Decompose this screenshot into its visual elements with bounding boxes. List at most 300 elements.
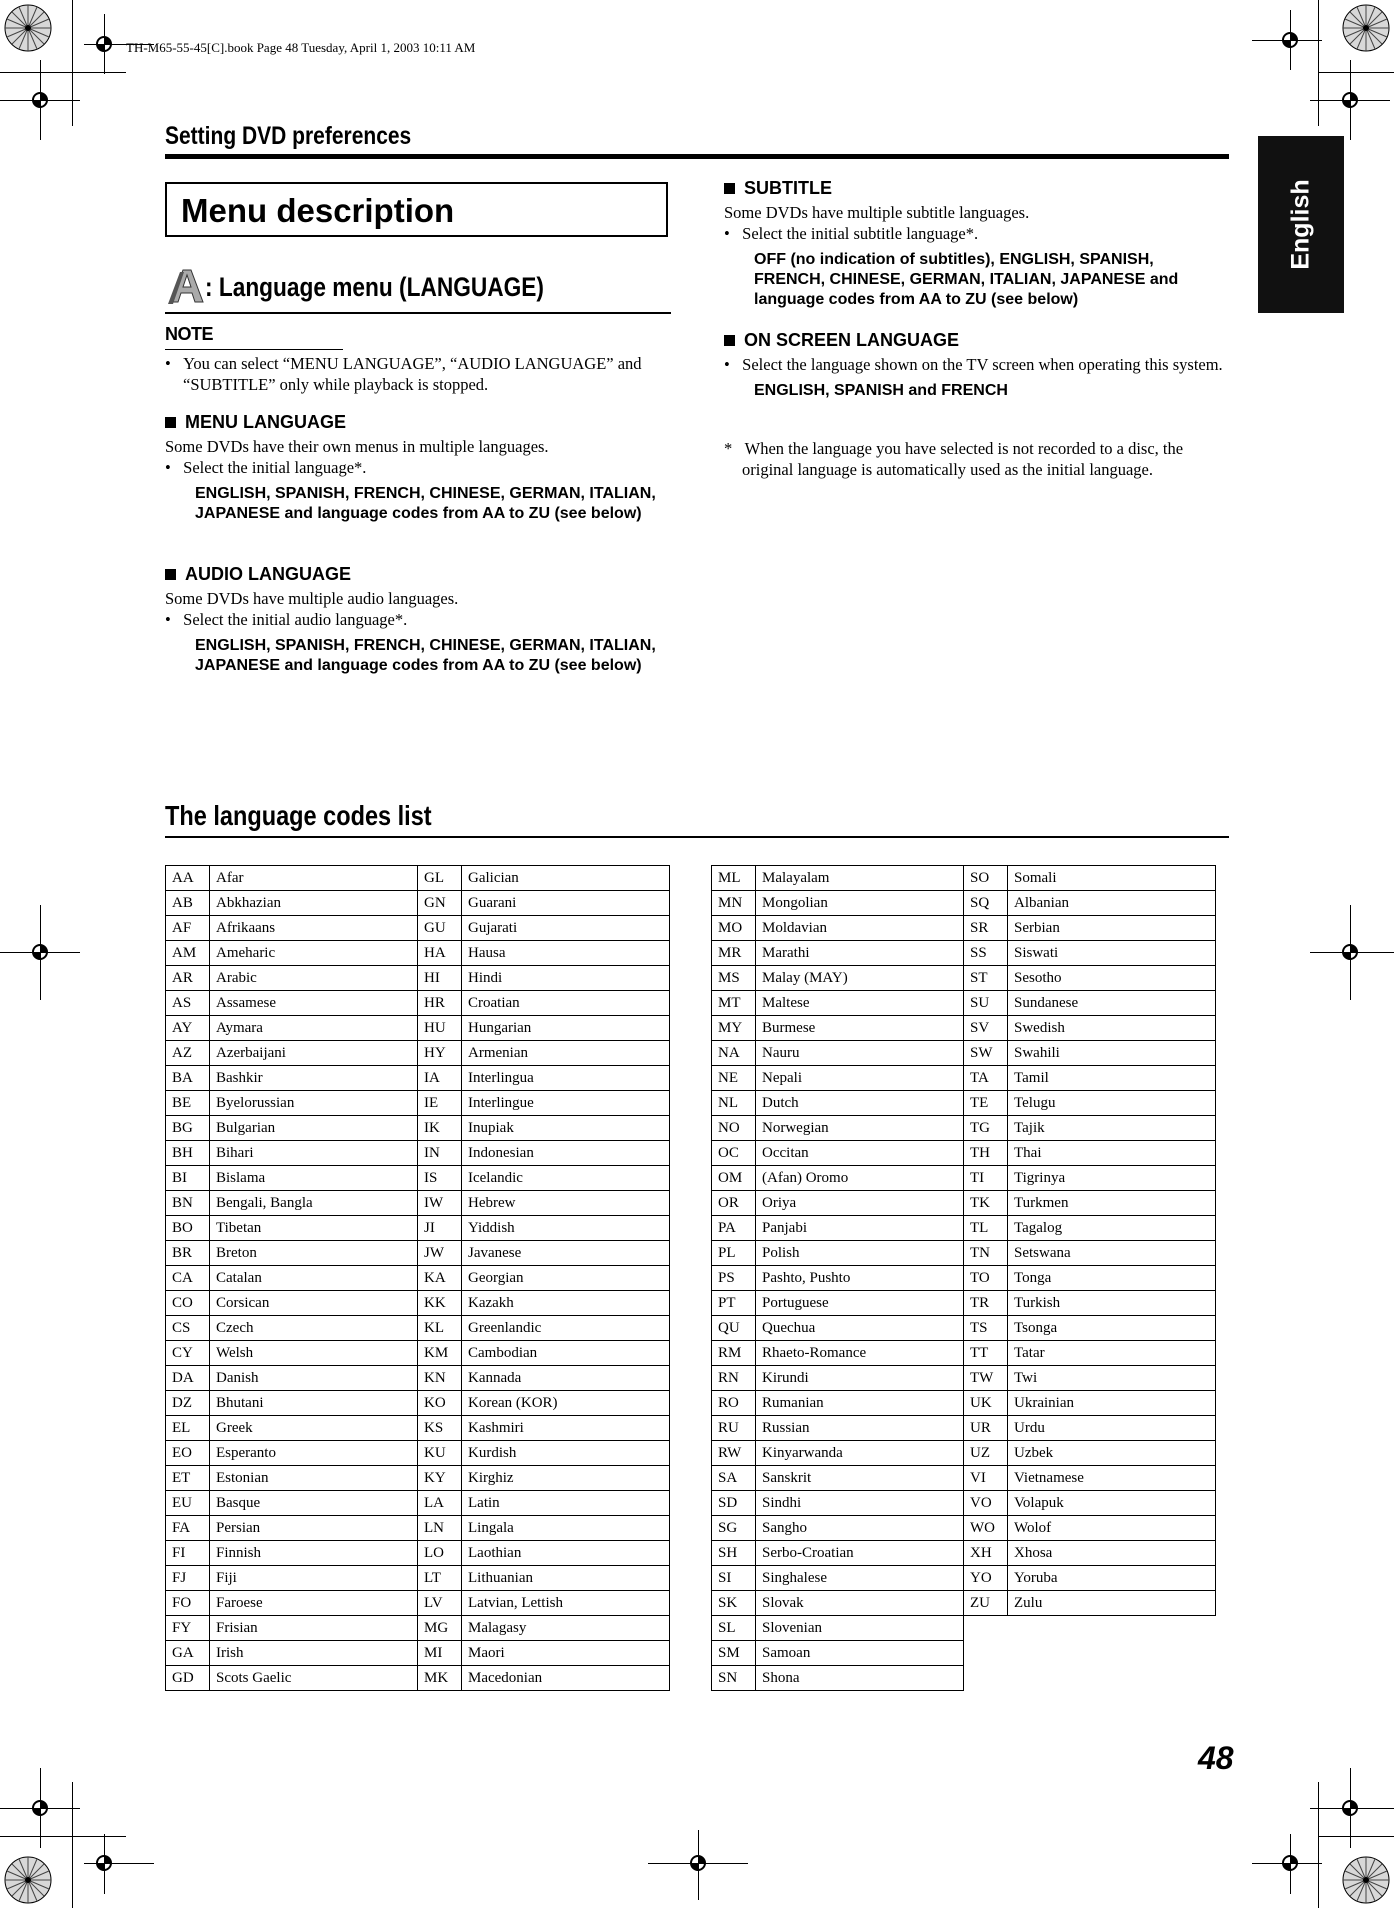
language-code-cell: IA xyxy=(418,1066,462,1091)
table-row xyxy=(712,1091,1216,1116)
language-code-cell: MK xyxy=(418,1666,462,1691)
language-code-cell: SI xyxy=(712,1566,756,1591)
language-name-cell: Ameharic xyxy=(210,941,418,966)
menu-language-desc: Some DVDs have their own menus in multiple languages. xyxy=(165,437,549,456)
table-row xyxy=(166,1641,670,1666)
language-name-cell: Galician xyxy=(462,866,670,891)
language-name-cell: Urdu xyxy=(1008,1416,1216,1441)
language-name-cell: Corsican xyxy=(210,1291,418,1316)
language-name-cell: Yoruba xyxy=(1008,1566,1216,1591)
language-code-cell: BO xyxy=(166,1216,210,1241)
language-code-cell: AR xyxy=(166,966,210,991)
table-row xyxy=(166,1441,670,1466)
language-code-cell: MT xyxy=(712,991,756,1016)
language-code-cell: KL xyxy=(418,1316,462,1341)
table-row xyxy=(712,1341,1216,1366)
page-number: 48 xyxy=(1198,1740,1234,1776)
language-name-cell: Armenian xyxy=(462,1041,670,1066)
language-name-cell: Kashmiri xyxy=(462,1416,670,1441)
on-screen-language-bullet-text: Select the language shown on the TV screen when operating this system. xyxy=(742,355,1223,374)
language-code-cell: GN xyxy=(418,891,462,916)
language-name-cell: Maori xyxy=(462,1641,670,1666)
registration-mark-icon xyxy=(29,941,51,963)
subtitle-desc: Some DVDs have multiple subtitle languages. xyxy=(724,203,1030,222)
language-code-cell: UR xyxy=(964,1416,1008,1441)
table-row xyxy=(166,1066,670,1091)
language-name-cell: Catalan xyxy=(210,1266,418,1291)
audio-language-desc: Some DVDs have multiple audio languages. xyxy=(165,589,459,608)
table-row xyxy=(166,1466,670,1491)
table-row xyxy=(712,1166,1216,1191)
table-row xyxy=(166,1141,670,1166)
language-code-cell: HR xyxy=(418,991,462,1016)
on-screen-language-section xyxy=(724,330,1224,401)
footnote: * When the language you have selected is not recorded to a disc, the original language is automatically used as the initial language. xyxy=(724,439,1184,479)
language-name-cell: Setswana xyxy=(1008,1241,1216,1266)
table-row xyxy=(166,941,670,966)
language-code-cell: FI xyxy=(166,1541,210,1566)
language-name-cell: Greek xyxy=(210,1416,418,1441)
language-name-cell: Singhalese xyxy=(756,1566,964,1591)
language-code-cell: AF xyxy=(166,916,210,941)
language-name-cell: Sesotho xyxy=(1008,966,1216,991)
language-code-cell: JW xyxy=(418,1241,462,1266)
language-code-cell: RN xyxy=(712,1366,756,1391)
registration-mark-icon xyxy=(1339,1797,1361,1819)
on-screen-language-options: ENGLISH, SPANISH and FRENCH xyxy=(754,382,1008,399)
language-code-cell: RU xyxy=(712,1416,756,1441)
language-code-cell: LO xyxy=(418,1541,462,1566)
table-row xyxy=(166,1416,670,1441)
table-row xyxy=(166,1291,670,1316)
language-code-cell: BH xyxy=(166,1141,210,1166)
language-menu-heading xyxy=(165,266,671,314)
language-name-cell: Gujarati xyxy=(462,916,670,941)
language-code-cell: NL xyxy=(712,1091,756,1116)
language-name-cell: Laothian xyxy=(462,1541,670,1566)
language-name-cell: Kinyarwanda xyxy=(756,1441,964,1466)
table-row xyxy=(712,1216,1216,1241)
registration-mark-icon xyxy=(1339,89,1361,111)
language-name-cell: Latvian, Lettish xyxy=(462,1591,670,1616)
codes-list-title: The language codes list xyxy=(165,800,432,831)
language-code-cell: SL xyxy=(712,1616,756,1641)
language-code-cell: KN xyxy=(418,1366,462,1391)
language-code-cell: PT xyxy=(712,1291,756,1316)
color-rosette-icon xyxy=(3,3,53,53)
language-code-cell: BG xyxy=(166,1116,210,1141)
language-code-cell: YO xyxy=(964,1566,1008,1591)
language-code-cell: TI xyxy=(964,1166,1008,1191)
language-code-cell: IE xyxy=(418,1091,462,1116)
language-side-tab-label: English xyxy=(1286,179,1315,270)
language-code-cell: SW xyxy=(964,1041,1008,1066)
table-row xyxy=(166,1341,670,1366)
language-name-cell: Malagasy xyxy=(462,1616,670,1641)
table-row xyxy=(166,891,670,916)
language-name-cell: Polish xyxy=(756,1241,964,1266)
language-code-cell: TW xyxy=(964,1366,1008,1391)
language-code-cell: MS xyxy=(712,966,756,991)
language-code-cell: ET xyxy=(166,1466,210,1491)
table-row xyxy=(166,1316,670,1341)
language-name-cell: Swedish xyxy=(1008,1016,1216,1041)
language-name-cell: Portuguese xyxy=(756,1291,964,1316)
language-code-cell: SV xyxy=(964,1016,1008,1041)
table-row xyxy=(166,916,670,941)
language-name-cell: Icelandic xyxy=(462,1166,670,1191)
registration-mark-icon xyxy=(93,1852,115,1874)
table-row xyxy=(712,1066,1216,1091)
language-code-cell: XH xyxy=(964,1541,1008,1566)
table-row xyxy=(712,1466,1216,1491)
language-code-cell: MG xyxy=(418,1616,462,1641)
table-row xyxy=(712,1591,1216,1616)
language-name-cell: Bislama xyxy=(210,1166,418,1191)
language-name-cell: Greenlandic xyxy=(462,1316,670,1341)
language-code-cell: FA xyxy=(166,1516,210,1541)
language-name-cell: Estonian xyxy=(210,1466,418,1491)
language-codes-table-left xyxy=(165,865,670,1691)
table-row xyxy=(166,1266,670,1291)
language-code-cell: AM xyxy=(166,941,210,966)
language-name-cell: Azerbaijani xyxy=(210,1041,418,1066)
language-code-cell: LV xyxy=(418,1591,462,1616)
language-name-cell: Rumanian xyxy=(756,1391,964,1416)
language-code-cell: SD xyxy=(712,1491,756,1516)
language-name-cell: Swahili xyxy=(1008,1041,1216,1066)
language-name-cell: Dutch xyxy=(756,1091,964,1116)
language-name-cell: Samoan xyxy=(756,1641,964,1666)
language-name-cell: Bhutani xyxy=(210,1391,418,1416)
language-name-cell: Tajik xyxy=(1008,1116,1216,1141)
language-name-cell: Hindi xyxy=(462,966,670,991)
subtitle-bullet: • Select the initial subtitle language*. xyxy=(724,224,979,243)
note-text: • You can select “MENU LANGUAGE”, “AUDIO LANGUAGE” and “SUBTITLE” only while playback is stopped. xyxy=(165,354,642,394)
language-code-cell: LN xyxy=(418,1516,462,1541)
language-code-cell: TA xyxy=(964,1066,1008,1091)
language-side-tab xyxy=(1258,136,1344,313)
audio-language-heading-text: AUDIO LANGUAGE xyxy=(185,564,351,584)
language-code-cell: AY xyxy=(166,1016,210,1041)
language-code-cell: BA xyxy=(166,1066,210,1091)
language-code-cell: PL xyxy=(712,1241,756,1266)
language-name-cell: Tsonga xyxy=(1008,1316,1216,1341)
language-code-cell: BR xyxy=(166,1241,210,1266)
language-code-cell: FJ xyxy=(166,1566,210,1591)
language-code-cell: PS xyxy=(712,1266,756,1291)
language-name-cell: Telugu xyxy=(1008,1091,1216,1116)
language-name-cell: Maltese xyxy=(756,991,964,1016)
language-code-cell: EO xyxy=(166,1441,210,1466)
language-name-cell: Kirghiz xyxy=(462,1466,670,1491)
language-name-cell: Wolof xyxy=(1008,1516,1216,1541)
table-row xyxy=(166,1616,670,1641)
language-name-cell: Tagalog xyxy=(1008,1216,1216,1241)
language-code-cell: AZ xyxy=(166,1041,210,1066)
table-row xyxy=(166,1366,670,1391)
language-name-cell: Frisian xyxy=(210,1616,418,1641)
language-code-cell: GD xyxy=(166,1666,210,1691)
language-name-cell: Bulgarian xyxy=(210,1116,418,1141)
language-name-cell: Lingala xyxy=(462,1516,670,1541)
table-row xyxy=(712,1641,1216,1666)
language-name-cell: Serbian xyxy=(1008,916,1216,941)
language-code-cell: OM xyxy=(712,1166,756,1191)
language-name-cell: Lithuanian xyxy=(462,1566,670,1591)
language-name-cell: Yiddish xyxy=(462,1216,670,1241)
language-name-cell: Tibetan xyxy=(210,1216,418,1241)
language-menu-heading-text: : Language menu (LANGUAGE) xyxy=(205,272,544,302)
language-code-cell: SA xyxy=(712,1466,756,1491)
language-name-cell: Sundanese xyxy=(1008,991,1216,1016)
language-name-cell: Slovak xyxy=(756,1591,964,1616)
language-code-cell: HI xyxy=(418,966,462,991)
color-rosette-icon xyxy=(1341,1855,1391,1905)
language-name-cell: Bihari xyxy=(210,1141,418,1166)
subtitle-options: OFF (no indication of subtitles), ENGLISH, SPANISH, FRENCH, CHINESE, GERMAN, ITALIAN, JAPANESE and language codes from AA to ZU (see below) xyxy=(754,251,1179,308)
table-row xyxy=(712,866,1216,891)
language-code-cell: KK xyxy=(418,1291,462,1316)
menu-language-bullet: • Select the initial language*. xyxy=(165,458,367,477)
language-code-cell: TN xyxy=(964,1241,1008,1266)
language-code-cell: UK xyxy=(964,1391,1008,1416)
table-row xyxy=(712,1316,1216,1341)
language-name-cell: Hausa xyxy=(462,941,670,966)
table-row xyxy=(166,1541,670,1566)
language-name-cell: Persian xyxy=(210,1516,418,1541)
language-code-cell: BE xyxy=(166,1091,210,1116)
language-name-cell: Latin xyxy=(462,1491,670,1516)
color-rosette-icon xyxy=(3,1855,53,1905)
language-name-cell: Volapuk xyxy=(1008,1491,1216,1516)
language-code-cell: RW xyxy=(712,1441,756,1466)
language-code-cell: GA xyxy=(166,1641,210,1666)
language-name-cell: Esperanto xyxy=(210,1441,418,1466)
table-row xyxy=(712,966,1216,991)
language-name-cell: Nepali xyxy=(756,1066,964,1091)
on-screen-language-heading xyxy=(724,330,1224,351)
language-code-cell: BN xyxy=(166,1191,210,1216)
language-name-cell: Korean (KOR) xyxy=(462,1391,670,1416)
language-code-cell: LA xyxy=(418,1491,462,1516)
menu-language-heading xyxy=(165,412,671,433)
audio-language-heading xyxy=(165,564,671,585)
language-name-cell: Basque xyxy=(210,1491,418,1516)
language-name-cell: Malay (MAY) xyxy=(756,966,964,991)
language-code-cell: HU xyxy=(418,1016,462,1041)
table-row xyxy=(712,1416,1216,1441)
language-code-cell: PA xyxy=(712,1216,756,1241)
language-name-cell: Hebrew xyxy=(462,1191,670,1216)
table-row xyxy=(166,1166,670,1191)
language-code-cell: BI xyxy=(166,1166,210,1191)
note-label: NOTE xyxy=(165,324,214,344)
language-code-cell: SK xyxy=(712,1591,756,1616)
language-name-cell: Tatar xyxy=(1008,1341,1216,1366)
color-rosette-icon xyxy=(1341,3,1391,53)
language-name-cell: Siswati xyxy=(1008,941,1216,966)
language-name-cell: Russian xyxy=(756,1416,964,1441)
language-code-cell: SS xyxy=(964,941,1008,966)
table-row xyxy=(166,1091,670,1116)
language-name-cell: Mongolian xyxy=(756,891,964,916)
language-name-cell: Welsh xyxy=(210,1341,418,1366)
subtitle-section xyxy=(724,178,1224,310)
language-code-cell: OR xyxy=(712,1191,756,1216)
table-row xyxy=(712,1516,1216,1541)
table-row xyxy=(712,916,1216,941)
language-name-cell: Scots Gaelic xyxy=(210,1666,418,1691)
language-name-cell: Pashto, Pushto xyxy=(756,1266,964,1291)
language-code-cell: UZ xyxy=(964,1441,1008,1466)
footnote-text: When the language you have selected is not recorded to a disc, the original language is automatically used as the initial language. xyxy=(742,439,1184,479)
language-name-cell: Afar xyxy=(210,866,418,891)
language-code-cell: AS xyxy=(166,991,210,1016)
language-code-cell: TE xyxy=(964,1091,1008,1116)
registration-mark-icon xyxy=(1339,941,1361,963)
language-name-cell: Irish xyxy=(210,1641,418,1666)
language-name-cell: Interlingue xyxy=(462,1091,670,1116)
square-bullet-icon xyxy=(165,569,176,580)
language-name-cell: (Afan) Oromo xyxy=(756,1166,964,1191)
language-name-cell: Finnish xyxy=(210,1541,418,1566)
language-code-cell: OC xyxy=(712,1141,756,1166)
language-code-cell: MO xyxy=(712,916,756,941)
language-code-cell: CO xyxy=(166,1291,210,1316)
table-row xyxy=(712,1041,1216,1066)
language-name-cell: Tigrinya xyxy=(1008,1166,1216,1191)
language-code-cell: IN xyxy=(418,1141,462,1166)
table-row xyxy=(166,1241,670,1266)
language-name-cell: Kirundi xyxy=(756,1366,964,1391)
registration-mark-icon xyxy=(29,1797,51,1819)
language-name-cell: Kannada xyxy=(462,1366,670,1391)
language-code-cell: KM xyxy=(418,1341,462,1366)
language-code-cell: CY xyxy=(166,1341,210,1366)
table-row xyxy=(712,1491,1216,1516)
language-name-cell: Sanskrit xyxy=(756,1466,964,1491)
language-code-cell: EL xyxy=(166,1416,210,1441)
language-name-cell: Tamil xyxy=(1008,1066,1216,1091)
language-code-cell: MI xyxy=(418,1641,462,1666)
table-row xyxy=(166,1191,670,1216)
language-code-cell: MY xyxy=(712,1016,756,1041)
language-code-cell: SR xyxy=(964,916,1008,941)
language-name-cell: Quechua xyxy=(756,1316,964,1341)
language-name-cell: Faroese xyxy=(210,1591,418,1616)
table-row xyxy=(166,1016,670,1041)
language-code-cell: QU xyxy=(712,1316,756,1341)
language-name-cell: Byelorussian xyxy=(210,1091,418,1116)
language-code-cell: VO xyxy=(964,1491,1008,1516)
language-name-cell: Vietnamese xyxy=(1008,1466,1216,1491)
language-code-cell: LT xyxy=(418,1566,462,1591)
table-row xyxy=(166,1666,670,1691)
table-row xyxy=(712,991,1216,1016)
table-row xyxy=(712,1191,1216,1216)
table-row xyxy=(166,1491,670,1516)
language-code-cell: ML xyxy=(712,866,756,891)
language-name-cell: Interlingua xyxy=(462,1066,670,1091)
language-name-cell: Kazakh xyxy=(462,1291,670,1316)
language-a-icon xyxy=(165,266,205,306)
registration-mark-icon xyxy=(1279,29,1301,51)
language-name-cell: Georgian xyxy=(462,1266,670,1291)
language-code-cell: IW xyxy=(418,1191,462,1216)
language-name-cell: Uzbek xyxy=(1008,1441,1216,1466)
registration-mark-icon xyxy=(1279,1852,1301,1874)
language-name-cell: Breton xyxy=(210,1241,418,1266)
language-code-cell: DA xyxy=(166,1366,210,1391)
table-row xyxy=(166,1116,670,1141)
language-code-cell: SM xyxy=(712,1641,756,1666)
language-code-cell: SU xyxy=(964,991,1008,1016)
language-code-cell: DZ xyxy=(166,1391,210,1416)
language-name-cell: Marathi xyxy=(756,941,964,966)
table-row xyxy=(712,1616,1216,1641)
language-name-cell: Bashkir xyxy=(210,1066,418,1091)
on-screen-language-heading-text: ON SCREEN LANGUAGE xyxy=(744,330,960,350)
language-name-cell: Occitan xyxy=(756,1141,964,1166)
language-name-cell: Cambodian xyxy=(462,1341,670,1366)
language-code-cell: TG xyxy=(964,1116,1008,1141)
language-name-cell: Thai xyxy=(1008,1141,1216,1166)
language-code-cell: RM xyxy=(712,1341,756,1366)
language-code-cell: TH xyxy=(964,1141,1008,1166)
language-code-cell: GL xyxy=(418,866,462,891)
menu-language-heading-text: MENU LANGUAGE xyxy=(185,412,346,432)
language-name-cell: Xhosa xyxy=(1008,1541,1216,1566)
language-name-cell: Hungarian xyxy=(462,1016,670,1041)
language-name-cell: Abkhazian xyxy=(210,891,418,916)
table-row xyxy=(712,1566,1216,1591)
table-row xyxy=(166,1566,670,1591)
language-code-cell: SN xyxy=(712,1666,756,1691)
language-name-cell: Arabic xyxy=(210,966,418,991)
title-rule xyxy=(165,154,1229,159)
language-code-cell: SQ xyxy=(964,891,1008,916)
language-code-cell: IK xyxy=(418,1116,462,1141)
table-row xyxy=(712,1266,1216,1291)
language-code-cell: HA xyxy=(418,941,462,966)
language-code-cell: CS xyxy=(166,1316,210,1341)
language-code-cell: HY xyxy=(418,1041,462,1066)
table-row xyxy=(166,1041,670,1066)
language-name-cell: Ukrainian xyxy=(1008,1391,1216,1416)
subtitle-bullet-text: Select the initial subtitle language*. xyxy=(742,224,979,243)
table-row xyxy=(166,866,670,891)
language-code-cell: MN xyxy=(712,891,756,916)
language-code-cell: CA xyxy=(166,1266,210,1291)
language-code-cell: NE xyxy=(712,1066,756,1091)
language-name-cell: Sindhi xyxy=(756,1491,964,1516)
table-row xyxy=(712,1141,1216,1166)
square-bullet-icon xyxy=(724,183,735,194)
codes-list-rule xyxy=(165,836,1229,838)
audio-language-bullet-text: Select the initial audio language*. xyxy=(183,610,408,629)
audio-language-section xyxy=(165,564,671,676)
language-code-cell: MR xyxy=(712,941,756,966)
language-codes-table-right xyxy=(711,865,1216,1691)
language-code-cell: KS xyxy=(418,1416,462,1441)
audio-language-bullet: • Select the initial audio language*. xyxy=(165,610,408,629)
language-name-cell: Twi xyxy=(1008,1366,1216,1391)
table-row xyxy=(166,1391,670,1416)
language-name-cell: Javanese xyxy=(462,1241,670,1266)
language-name-cell: Albanian xyxy=(1008,891,1216,916)
language-name-cell: Oriya xyxy=(756,1191,964,1216)
